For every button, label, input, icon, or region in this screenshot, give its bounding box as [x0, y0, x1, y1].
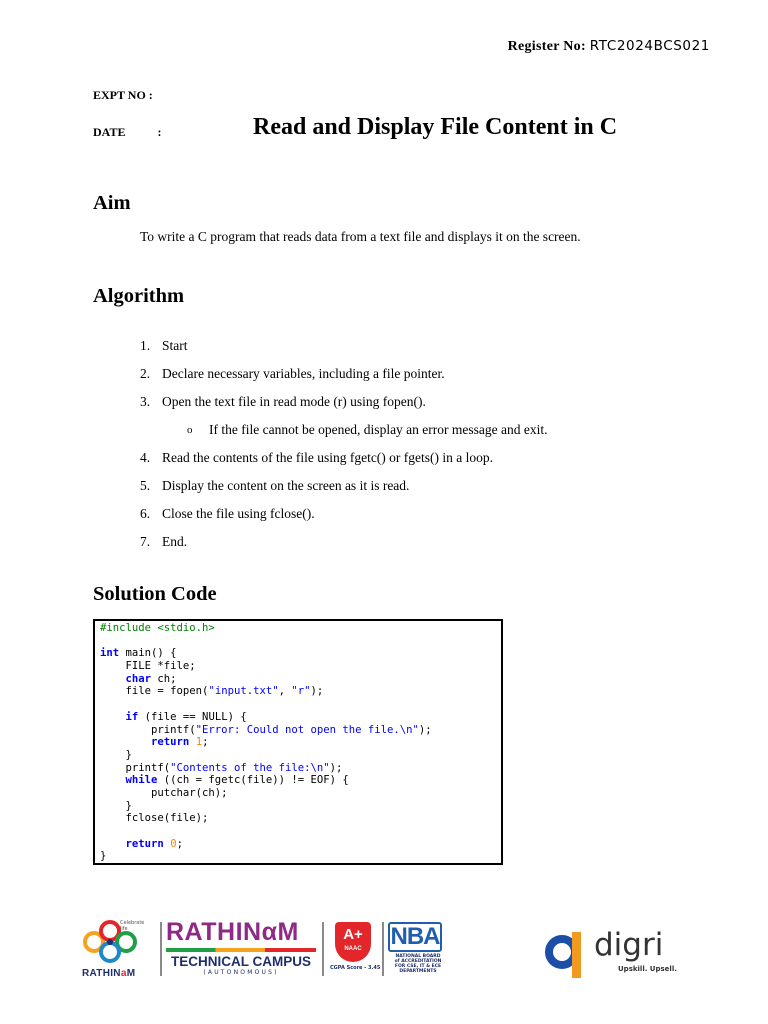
- list-item: [140, 388, 700, 416]
- date-colon: :: [157, 125, 162, 139]
- step-number: 6.: [140, 506, 151, 521]
- code-line: [100, 825, 501, 838]
- campus-name: TECHNICAL CAMPUS: [170, 954, 311, 969]
- step-text: Start: [162, 338, 188, 353]
- digri-logo: [542, 928, 682, 984]
- code-line: return 1;: [151, 736, 209, 749]
- code-line: fclose(file);: [100, 812, 209, 825]
- campus-color-bar: [166, 948, 316, 952]
- rathinam-tagline: Celebrate life: [120, 920, 145, 932]
- digri-wordmark: digri: [594, 927, 664, 963]
- code-block: [93, 619, 503, 865]
- date-field: [93, 125, 161, 140]
- expt-no-label: EXPT NO :: [93, 88, 153, 102]
- step-text: Display the content on the screen as it is read.: [162, 478, 410, 493]
- code-line: putchar(ch);: [100, 786, 228, 799]
- step-number: 2.: [140, 366, 151, 381]
- rathinam-wordmark: RATHINaM: [82, 968, 136, 979]
- step-text: Close the file using fclose().: [162, 506, 315, 521]
- step-number: 5.: [140, 478, 151, 493]
- aim-heading: Aim: [93, 192, 131, 214]
- code-line: }: [100, 799, 132, 812]
- list-item: [140, 528, 700, 556]
- list-item: [140, 416, 700, 444]
- step-text: End.: [162, 534, 188, 549]
- step-number: 1.: [140, 338, 151, 353]
- step-number: 4.: [140, 450, 151, 465]
- code-line: return 0;: [125, 837, 183, 850]
- code-line: printf("Error: Could not open the file.\n");: [100, 723, 432, 736]
- nba-logo: [388, 922, 448, 980]
- code-line: #include <stdio.h>: [100, 622, 215, 634]
- code-line: }: [100, 850, 107, 863]
- code-line: char ch;: [125, 672, 177, 685]
- bullet-marker: o: [187, 424, 193, 436]
- step-text: Read the contents of the file using fgetc() or fgets() in a loop.: [162, 450, 494, 465]
- algorithm-list: [140, 332, 700, 556]
- rathinam-technical-campus-logo: [166, 918, 316, 980]
- code-line: }: [100, 748, 132, 761]
- code-line: FILE *file;: [100, 660, 196, 673]
- rathinam-emblem-logo: [80, 918, 152, 980]
- naac-badge-logo: [330, 922, 380, 980]
- list-item: [140, 332, 700, 360]
- register-number: [508, 38, 710, 55]
- code-line: [100, 635, 501, 648]
- solution-heading: Solution Code: [93, 583, 217, 605]
- list-item: [140, 360, 700, 388]
- logo-divider: [382, 922, 384, 976]
- footer-logos: [80, 918, 690, 984]
- campus-autonomous: (AUTONOMOUS): [203, 969, 279, 976]
- digri-tagline: Upskill. Upsell.: [618, 965, 677, 973]
- aim-text: To write a C program that reads data from a text file and displays it on the screen.: [140, 229, 581, 244]
- code-line: while ((ch = fgetc(file)) != EOF) {: [125, 774, 349, 787]
- date-label: DATE: [93, 125, 126, 139]
- naac-cgpa: CGPA Score - 3.45: [330, 965, 381, 971]
- register-value: RTC2024BCS021: [589, 38, 710, 54]
- list-item: [140, 444, 700, 472]
- nba-description: NATIONAL BOARD of ACCREDITATION FOR CSE, IT & ECE DEPARTMENTS: [394, 954, 442, 974]
- step-number: 7.: [140, 534, 151, 549]
- logo-divider: [160, 922, 162, 976]
- code-line: printf("Contents of the file:\n");: [100, 761, 343, 774]
- register-label: Register No:: [507, 39, 586, 54]
- logo-divider: [322, 922, 324, 976]
- step-number: 3.: [140, 394, 151, 409]
- code-line: [100, 698, 501, 711]
- code-line: if (file == NULL) {: [125, 710, 247, 723]
- step-text: Declare necessary variables, including a file pointer.: [162, 366, 445, 381]
- step-text: Open the text file in read mode (r) using fopen().: [162, 394, 426, 409]
- step-text: If the file cannot be opened, display an error message and exit.: [209, 422, 548, 437]
- campus-wordmark: RATHINαM: [166, 918, 299, 946]
- digri-mark-icon: [542, 928, 592, 980]
- page-title: Read and Display File Content in C: [253, 114, 618, 140]
- code-line: file = fopen("input.txt", "r");: [100, 685, 324, 698]
- list-item: [140, 500, 700, 528]
- code-line: int main() {: [100, 647, 177, 660]
- algorithm-heading: Algorithm: [93, 285, 185, 307]
- list-item: [140, 472, 700, 500]
- naac-shield-icon: A+ NAAC: [335, 922, 371, 962]
- nba-mark: NBA: [388, 922, 442, 952]
